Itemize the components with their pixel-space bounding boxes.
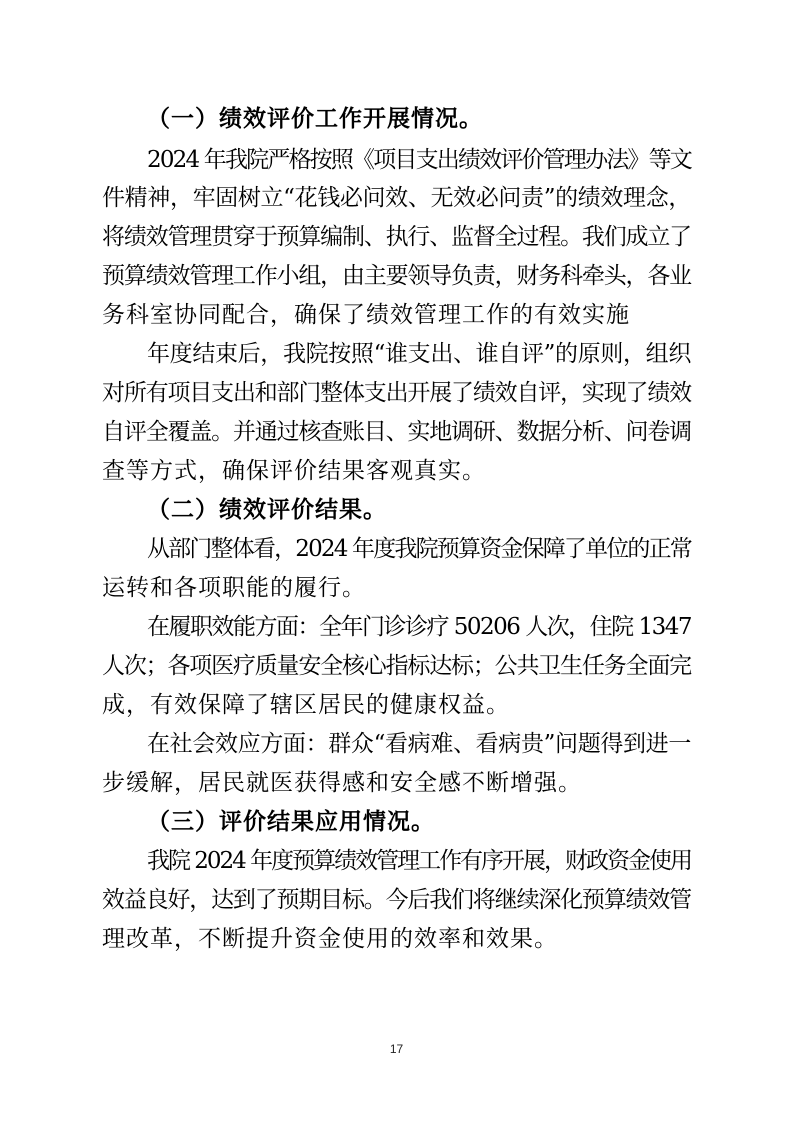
paragraph-line: 效益良好，达到了预期目标。今后我们将继续深化预算绩效管 bbox=[102, 887, 692, 913]
section-heading-3: （三）评价结果应用情况。 bbox=[147, 809, 435, 835]
section-heading-2: （二）绩效评价结果。 bbox=[147, 497, 387, 523]
paragraph-line: 对所有项目支出和部门整体支出开展了绩效自评，实现了绩效 bbox=[102, 380, 692, 406]
section-heading-1: （一）绩效评价工作开展情况。 bbox=[147, 106, 483, 132]
paragraph-line: 理改革，不断提升资金使用的效率和效果。 bbox=[102, 926, 558, 952]
paragraph-line: 预算绩效管理工作小组，由主要领导负责，财务科牵头，各业 bbox=[102, 263, 692, 289]
paragraph-line: 在履职效能方面：全年门诊诊疗 50206 人次，住院 1347 bbox=[147, 614, 691, 640]
paragraph-line: 人次；各项医疗质量安全核心指标达标；公共卫生任务全面完 bbox=[102, 653, 692, 679]
paragraph-line: 运转和各项职能的履行。 bbox=[102, 575, 366, 601]
paragraph-line: 从部门整体看，2024 年度我院预算资金保障了单位的正常 bbox=[147, 536, 691, 562]
paragraph-line: 将绩效管理贯穿于预算编制、执行、监督全过程。我们成立了 bbox=[102, 224, 692, 250]
paragraph-line: 件精神，牢固树立“花钱必问效、无效必问责”的绩效理念， bbox=[102, 185, 691, 211]
paragraph-line: 步缓解，居民就医获得感和安全感不断增强。 bbox=[102, 770, 582, 796]
page-number: 17 bbox=[389, 1042, 404, 1056]
paragraph-line: 年度结束后，我院按照“谁支出、谁自评”的原则，组织 bbox=[147, 341, 691, 367]
paragraph-line: 成，有效保障了辖区居民的健康权益。 bbox=[102, 692, 510, 718]
paragraph-line: 我院 2024 年度预算绩效管理工作有序开展，财政资金使用 bbox=[147, 848, 691, 874]
paragraph-line: 务科室协同配合，确保了绩效管理工作的有效实施 bbox=[102, 302, 630, 328]
paragraph-line: 查等方式，确保评价结果客观真实。 bbox=[102, 458, 486, 484]
paragraph-line: 在社会效应方面：群众“看病难、看病贵”问题得到进一 bbox=[147, 731, 691, 757]
paragraph-line: 自评全覆盖。并通过核查账目、实地调研、数据分析、问卷调 bbox=[102, 419, 692, 445]
paragraph-line: 2024 年我院严格按照《项目支出绩效评价管理办法》等文 bbox=[147, 147, 691, 173]
